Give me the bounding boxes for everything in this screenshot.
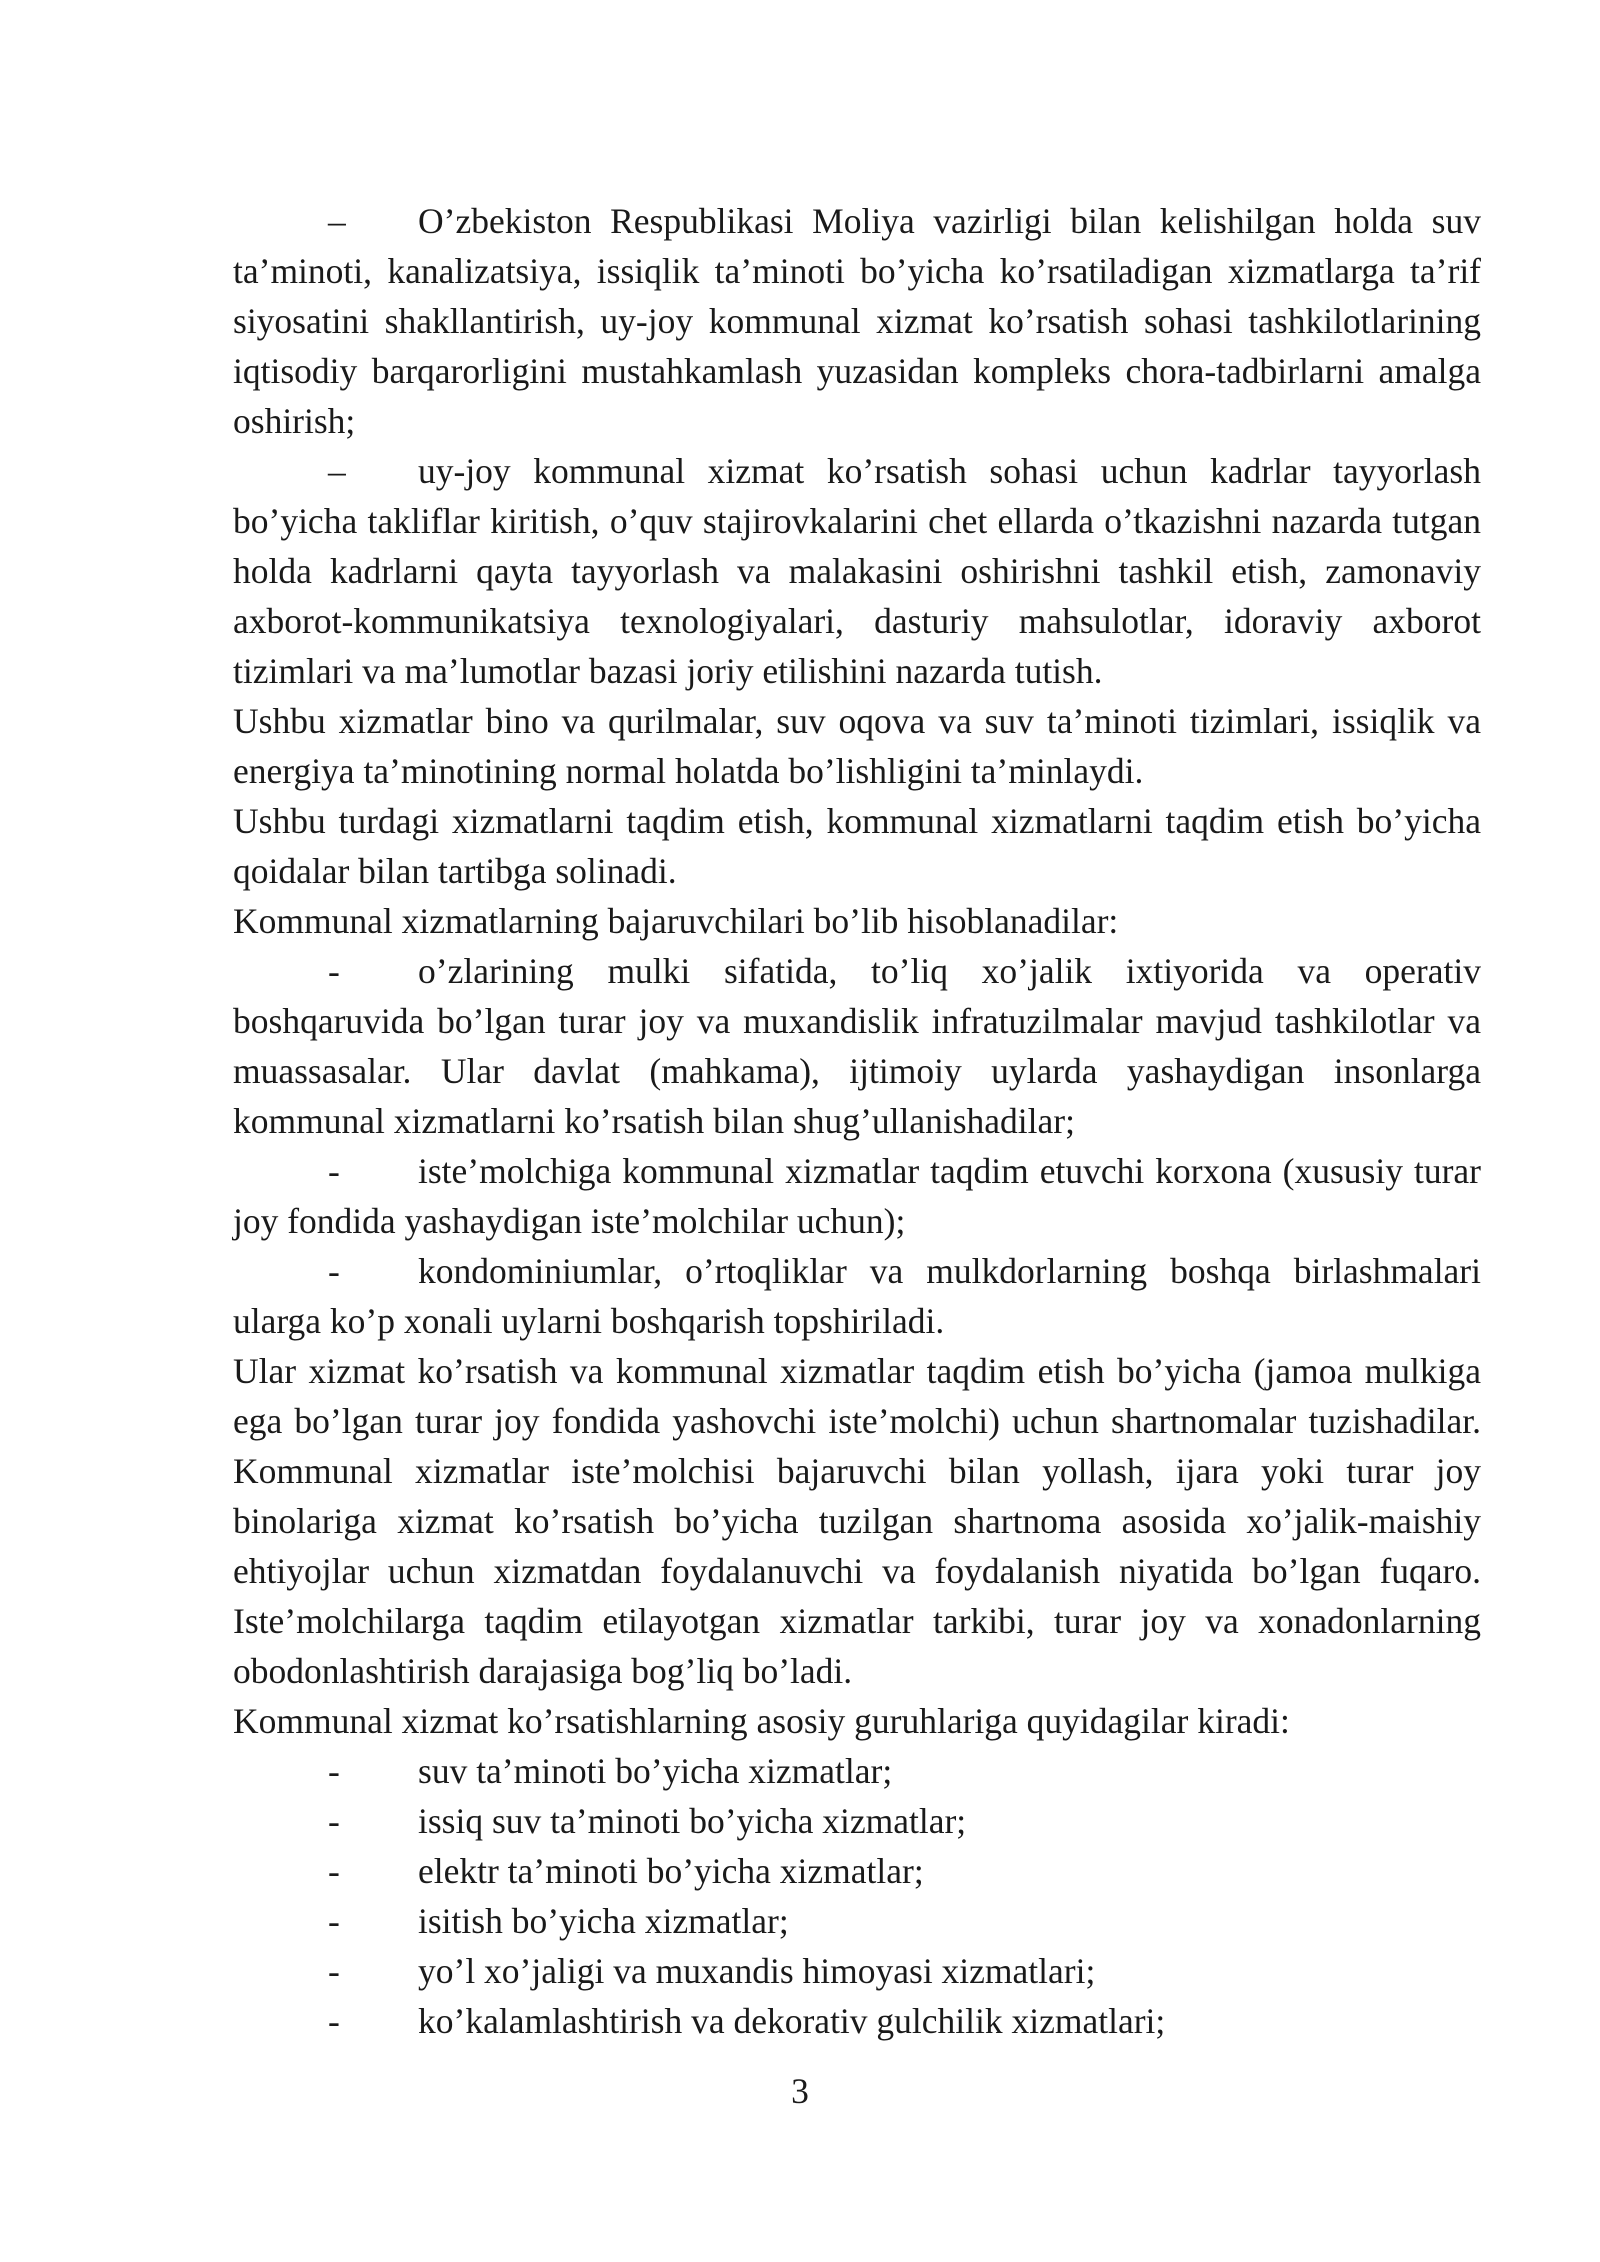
paragraph: Kommunal xizmat ko’rsatishlarning asosiy guruhlariga quyidagilar kiradi: — [233, 1701, 1290, 1741]
paragraph: Ushbu xizmatlar bino va qurilmalar, suv oqova va suv ta’minoti tizimlari, issiqlik va energiya ta’minotining normal holatda bo’lishligini ta’minlaydi. — [233, 701, 1481, 791]
bullet-marker: - — [328, 1951, 340, 1991]
dash-marker: – — [328, 201, 346, 241]
bullet-item — [233, 1896, 1481, 1946]
dash-marker: - — [328, 1251, 340, 1291]
dash-marker: – — [328, 451, 346, 491]
bullet-item — [233, 1996, 1481, 2046]
paragraph-text: O’zbekiston Respublikasi Moliya vazirligi bilan kelishilgan holda suv ta’minoti, kanalizatsiya, issiqlik ta’minoti bo’yicha ko’rsatiladigan xizmatlarga ta’rif siyosatini shakllantirish, uy-joy kommunal xizmat ko’rsatish sohasi tashkilotlarining iqtisodiy barqarorligini mustahkamlash yuzasidan kompleks chora-tadbirlarni amalga oshirish; — [233, 201, 1481, 441]
paragraph-text: o’zlarining mulki sifatida, to’liq xo’jalik ixtiyorida va operativ boshqaruvida bo’lgan turar joy va muxandislik infratuzilmalar mavjud tashkilotlar va muassasalar. Ular davlat (mahkama), ijtimoiy uylarda yashaydigan insonlarga kommunal xizmatlarni ko’rsatish bilan shug’ullanishadilar; — [233, 951, 1481, 1141]
dash-marker: - — [328, 1151, 340, 1191]
bullet-marker: - — [328, 1751, 340, 1791]
paragraph-text: kondominiumlar, o’rtoqliklar va mulkdorlarning boshqa birlashmalari ularga ko’p xonali uylarni boshqarish topshiriladi. — [233, 1251, 1481, 1341]
document-body — [233, 196, 1481, 2046]
bullet-marker: - — [328, 1851, 340, 1891]
page-number: 3 — [791, 2071, 809, 2111]
bullet-item — [233, 1846, 1481, 1896]
paragraph-text: iste’molchiga kommunal xizmatlar taqdim etuvchi korxona (xususiy turar joy fondida yashaydigan iste’molchilar uchun); — [233, 1151, 1481, 1241]
bullet-text: isitish bo’yicha xizmatlar; — [418, 1901, 789, 1941]
bullet-item — [233, 1946, 1481, 1996]
paragraph: Ular xizmat ko’rsatish va kommunal xizmatlar taqdim etish bo’yicha (jamoa mulkiga ega bo’lgan turar joy fondida yashovchi iste’molchi) uchun shartnomalar tuzishadilar. Kommunal xizmatlar iste’molchisi bajaruvchi bilan yollash, ijara yoki turar joy binolariga xizmat ko’rsatish bo’yicha tuzilgan shartnoma asosida xo’jalik-maishiy ehtiyojlar uchun xizmatdan foydalanuvchi va foydalanish niyatida bo’lgan fuqaro. Iste’molchilarga taqdim etilayotgan xizmatlar tarkibi, turar joy va xonadonlarning obodonlashtirish darajasiga bog’liq bo’ladi. — [233, 1351, 1481, 1691]
paragraph-list-item — [233, 946, 1481, 1146]
paragraph-text: uy-joy kommunal xizmat ko’rsatish sohasi uchun kadrlar tayyorlash bo’yicha takliflar kiritish, o’quv stajirovkalarini chet ellarda o’tkazishni nazarda tutgan holda kadrlarni qayta tayyorlash va malakasini oshirishni tashkil etish, zamonaviy axborot-kommunikatsiya texnologiyalari, dasturiy mahsulotlar, idoraviy axborot tizimlari va ma’lumotlar bazasi joriy etilishini nazarda tutish. — [233, 451, 1481, 691]
paragraph-list-item — [233, 446, 1481, 696]
bullet-marker: - — [328, 2001, 340, 2041]
bullet-list — [233, 1746, 1481, 2046]
paragraph: Ushbu turdagi xizmatlarni taqdim etish, kommunal xizmatlarni taqdim etish bo’yicha qoidalar bilan tartibga solinadi. — [233, 801, 1481, 891]
bullet-text: elektr ta’minoti bo’yicha xizmatlar; — [418, 1851, 924, 1891]
dash-marker: - — [328, 951, 340, 991]
bullet-marker: - — [328, 1901, 340, 1941]
bullet-marker: - — [328, 1801, 340, 1841]
paragraph-list-item — [233, 1246, 1481, 1346]
paragraph: Kommunal xizmatlarning bajaruvchilari bo’lib hisoblanadilar: — [233, 901, 1119, 941]
bullet-text: suv ta’minoti bo’yicha xizmatlar; — [418, 1751, 893, 1791]
bullet-text: ko’kalamlashtirish va dekorativ gulchilik xizmatlari; — [418, 2001, 1166, 2041]
bullet-item — [233, 1796, 1481, 1846]
paragraph-list-item — [233, 1146, 1481, 1246]
bullet-text: issiq suv ta’minoti bo’yicha xizmatlar; — [418, 1801, 967, 1841]
bullet-text: yo’l xo’jaligi va muxandis himoyasi xizmatlari; — [418, 1951, 1096, 1991]
paragraph-list-item — [233, 196, 1481, 446]
bullet-item — [233, 1746, 1481, 1796]
